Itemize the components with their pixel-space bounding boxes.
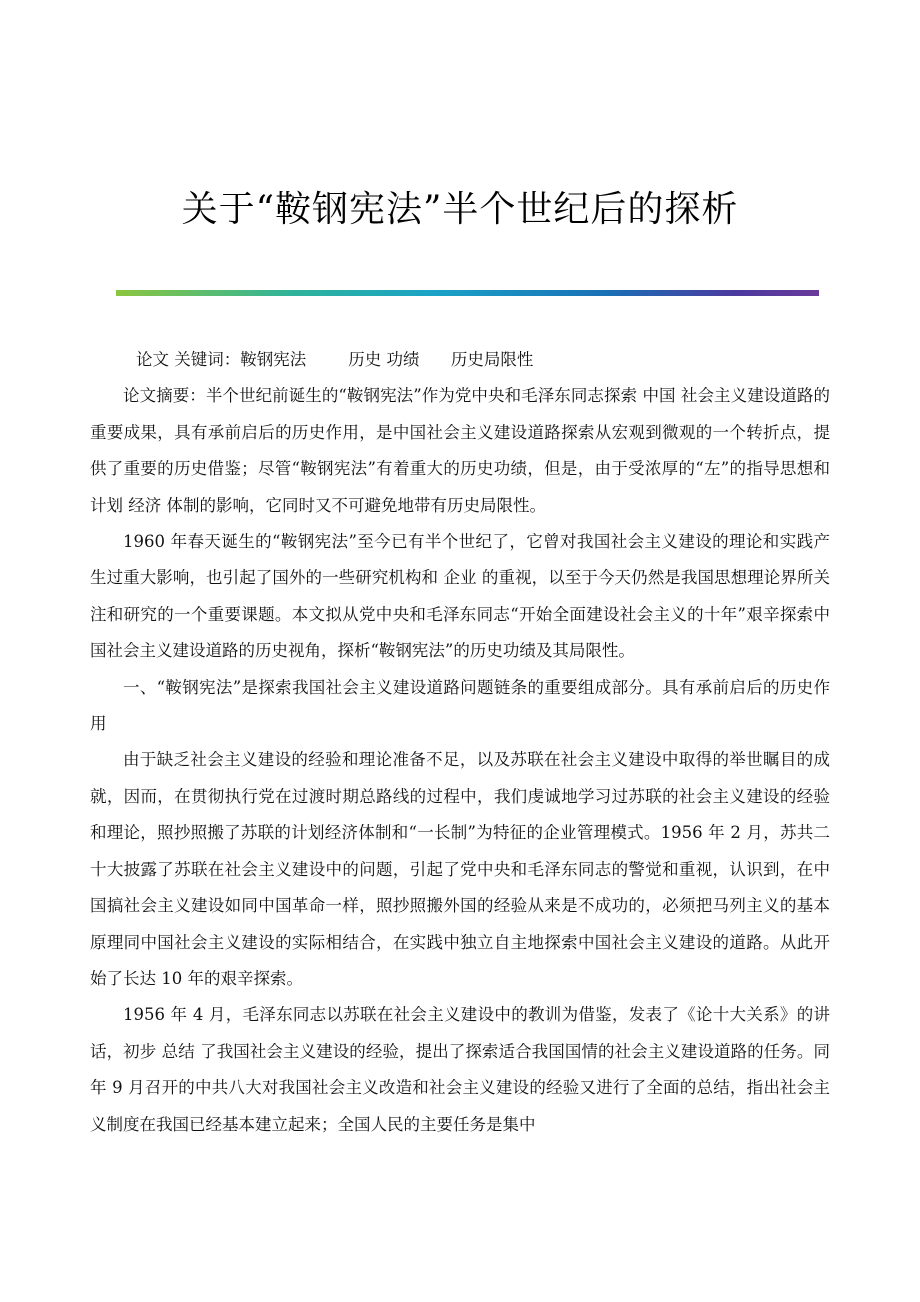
keywords-line: 论文 关键词：鞍钢宪法 历史 功绩 历史局限性 — [136, 350, 534, 369]
document-body — [90, 342, 830, 1143]
document-title: 关于“鞍钢宪法”半个世纪后的探析 — [181, 189, 739, 230]
body-paragraph: 1960 年春天诞生的“鞍钢宪法”至今已有半个世纪了，它曾对我国社会主义建设的理论和实践产生过重大影响，也引起了国外的一些研究机构和 企业 的重视，以至于今天仍然是我国思想理论界所关注和研究的一个重要课题。本文拟从党中央和毛泽东同志“开始全面建设社会主义的十年”艰辛探索中国社会主义建设道路的历史视角，探析“鞍钢宪法”的历史功绩及其局限性。 — [90, 532, 830, 661]
body-paragraph: 由于缺乏社会主义建设的经验和理论准备不足，以及苏联在社会主义建设中取得的举世瞩目的成就，因而，在贯彻执行党在过渡时期总路线的过程中，我们虔诚地学习过苏联的社会主义建设的经验和理论，照抄照搬了苏联的计划经济体制和“一长制”为特征的企业管理模式。1956 年 2 月，苏共二十大披露了苏联在社会主义建设中的问题，引起了党中央和毛泽东同志的警觉和重视，认识到，在中国搞社会主义建设如同中国革命一样，照抄照搬外国的经验从来是不成功的，必须把马列主义的基本原理同中国社会主义建设的实际相结合，在实践中独立自主地探索中国社会主义建设的道路。从此开始了长达 10 年的艰辛探索。 — [90, 750, 830, 988]
abstract-paragraph: 论文摘要：半个世纪前诞生的“鞍钢宪法”作为党中央和毛泽东同志探索 中国 社会主义建设道路的重要成果，具有承前启后的历史作用，是中国社会主义建设道路探索从宏观到微观的一个转折点，提供了重要的历史借鉴；尽管“鞍钢宪法”有着重大的历史功绩，但是，由于受浓厚的“左”的指导思想和计划 经济 体制的影响，它同时又不可避免地带有历史局限性。 — [90, 386, 830, 515]
section-heading: 一、“鞍钢宪法”是探索我国社会主义建设道路问题链条的重要组成部分。具有承前启后的历史作用 — [90, 677, 830, 734]
title-divider — [116, 290, 819, 296]
body-paragraph: 1956 年 4 月，毛泽东同志以苏联在社会主义建设中的教训为借鉴，发表了《论十大关系》的讲话，初步 总结 了我国社会主义建设的经验，提出了探索适合我国国情的社会主义建设道路的任务。同年 9 月召开的中共八大对我国社会主义改造和社会主义建设的经验又进行了全面的总结，指出社会主义制度在我国已经基本建立起来；全国人民的主要任务是集中 — [90, 1005, 830, 1134]
